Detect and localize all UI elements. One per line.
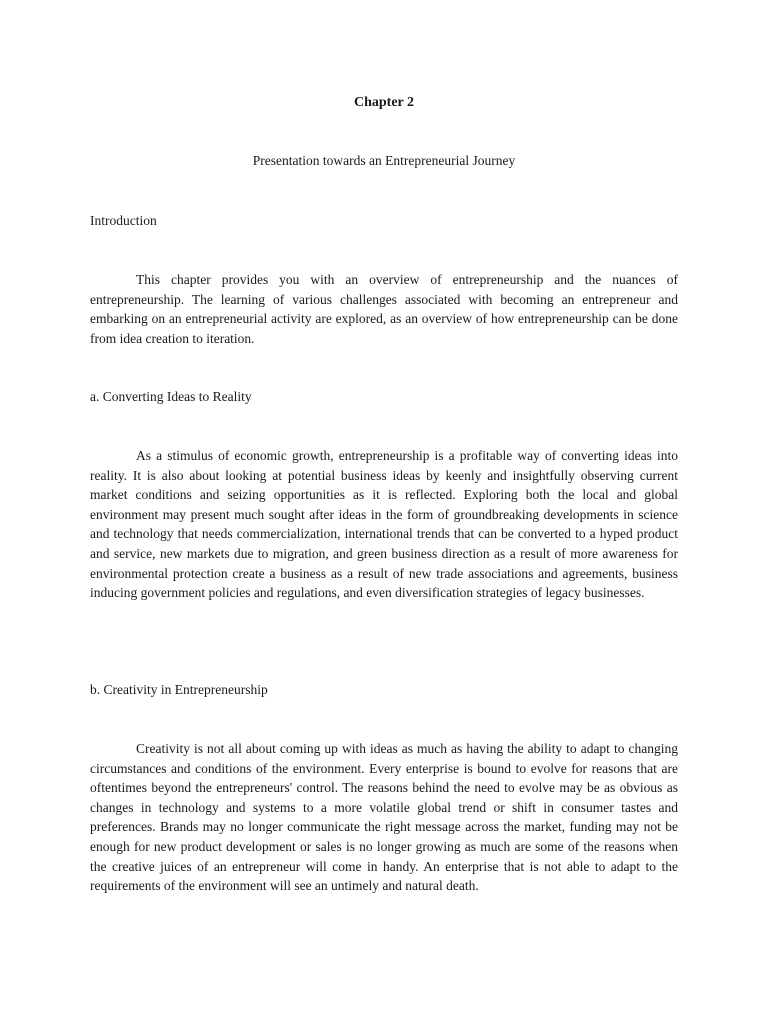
section-a-paragraph: As a stimulus of economic growth, entrepreneurship is a profitable way of converting ideas into reality. It is also about looking at potential business ideas by keenly and insightfully observing current market conditions and seizing opportunities as it is reflected. Exploring both the local and global environment may present much sought after ideas in the form of groundbreaking developments in science and technology that needs commercialization, international trends that can be converted to a hyped product and service, new markets due to migration, and green business direction as a result of more awareness for environmental protection create a business as a result of new trade associations and agreements, business inducing government policies and regulations, and even diversification strategies of legacy businesses. [90,448,678,601]
introduction-heading: Introduction [90,213,157,228]
chapter-title: Chapter 2 [353,95,415,110]
introduction-paragraph: This chapter provides you with an overview of entrepreneurship and the nuances of entrepreneurship. The learning of various challenges associated with becoming an entrepreneur and embarking on an entrepreneurial activity are explored, as an overview of how entrepreneurship can be done from idea creation to iteration. [90,272,678,346]
section-b-paragraph: Creativity is not all about coming up with ideas as much as having the ability to adapt to changing circumstances and conditions of the environment. Every enterprise is bound to evolve for reasons that are oftentimes beyond the entrepreneurs' control. The reasons behind the need to evolve may be as obvious as changes in technology and systems to a more volatile global trend or shift in consumer tastes and preferences. Brands may no longer communicate the right message across the market, funding may not be enough for new product development or sales is no longer growing as much are some of the reasons when the creative juices of an entrepreneur will come in handy. An enterprise that is not able to adapt to the requirements of the environment will see an untimely and natural death. [90,741,678,894]
section-a-heading: a. Converting Ideas to Reality [90,389,252,404]
document-title: Presentation towards an Entrepreneurial Journey [252,153,516,168]
section-b-heading: b. Creativity in Entrepreneurship [90,682,268,697]
